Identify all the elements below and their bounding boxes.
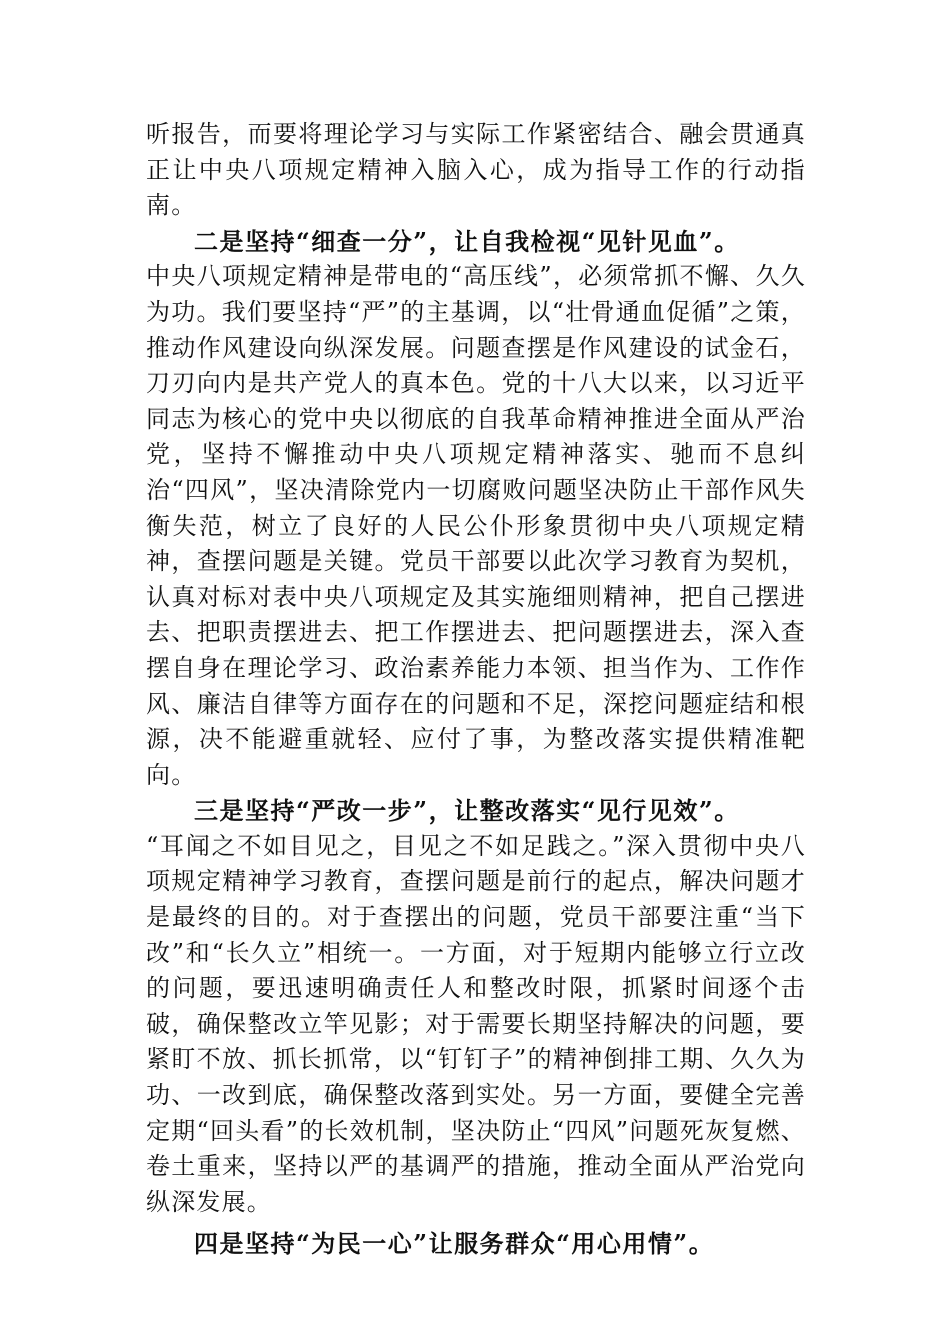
document-page [146, 117, 806, 1262]
paragraph-rectification: “耳闻之不如目见之，目见之不如足践之。”深入贯彻中央八项规定精神学习教育，查摆问题是前行的起点，解决问题才是最终的目的。对于查摆出的问题，党员干部要注重“当下改”和“长久立”相统一。一方面，对于短期内能够立行立改的问题，要迅速明确责任人和整改时限，抓紧时间逐个击破，确保整改立竿见影；对于需要长期坚持解决的问题，要紧盯不放、抓长抓常，以“钉钉子”的精神倒排工期、久久为功、一改到底，确保整改落到实处。另一方面，要健全完善定期“回头看”的长效机制，坚决防止“四风”问题死灰复燃、卷土重来，坚持以严的基调严的措施，推动全面从严治党向纵深发展。 [146, 831, 806, 1216]
heading-point-two: 二是坚持“细查一分”，让自我检视“见针见血”。 [194, 226, 740, 256]
paragraph-theory-study: 听报告，而要将理论学习与实际工作紧密结合、融会贯通真正让中央八项规定精神入脑入心，成为指导工作的行动指南。 [146, 120, 806, 220]
heading-point-four: 四是坚持“为民一心”让服务群众“用心用情”。 [194, 1229, 715, 1259]
heading-point-three: 三是坚持“严改一步”，让整改落实“见行见效”。 [194, 796, 740, 826]
paragraph-self-inspection: 中央八项规定精神是带电的“高压线”，必须常抓不懈、久久为功。我们要坚持“严”的主基调，以“壮骨通血促循”之策，推动作风建设向纵深发展。问题查摆是作风建设的试金石，刀刃向内是共产党人的真本色。党的十八大以来，以习近平同志为核心的党中央以彻底的自我革命精神推进全面从严治党，坚持不懈推动中央八项规定精神落实、驰而不息纠治“四风”，坚决清除党内一切腐败问题坚决防止干部作风失衡失范，树立了良好的人民公仆形象贯彻中央八项规定精神，查摆问题是关键。党员干部要以此次学习教育为契机，认真对标对表中央八项规定及其实施细则精神，把自己摆进去、把职责摆进去、把工作摆进去、把问题摆进去，深入查摆自身在理论学习、政治素养能力本领、担当作为、工作作风、廉洁自律等方面存在的问题和不足，深挖问题症结和根源，决不能避重就轻、应付了事，为整改落实提供精准靶向。 [146, 262, 806, 789]
